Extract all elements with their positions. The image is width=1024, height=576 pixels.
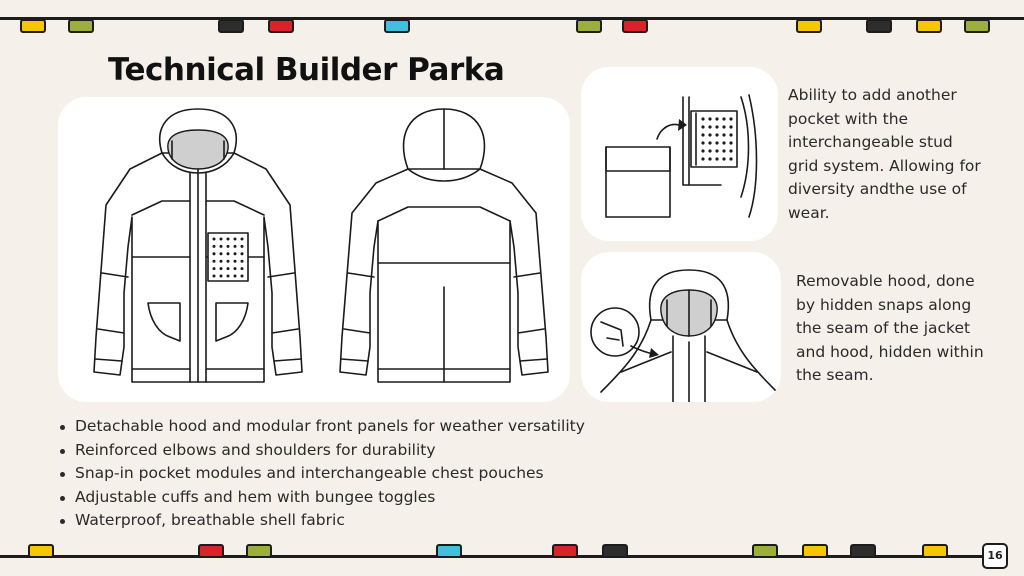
color-chip-cyan — [436, 544, 462, 558]
stud-dot — [227, 252, 230, 255]
snap-magnifier-icon — [591, 308, 639, 356]
stud-dot — [213, 260, 216, 263]
stud-dot — [213, 275, 216, 278]
color-chip-yellow — [28, 544, 54, 558]
stud-dot — [708, 125, 711, 128]
stud-dot — [227, 245, 230, 248]
feature-item: Reinforced elbows and shoulders for durability — [58, 439, 585, 463]
stud-dot — [715, 117, 718, 120]
stud-grid-pocket-sketch — [581, 67, 778, 241]
stud-dot — [729, 157, 732, 160]
page-number: 16 — [982, 543, 1008, 569]
color-chip-yellow — [802, 544, 828, 558]
stud-dot — [722, 149, 725, 152]
bottom-rail — [0, 555, 982, 558]
color-chip-green — [68, 19, 94, 33]
stud-dot — [234, 252, 237, 255]
stud-dot — [241, 252, 244, 255]
feature-list — [58, 415, 585, 533]
color-chip-red — [268, 19, 294, 33]
stud-dot — [715, 157, 718, 160]
stud-dot — [729, 141, 732, 144]
stud-dot — [715, 141, 718, 144]
stud-dot — [729, 133, 732, 136]
color-chip-dark — [850, 544, 876, 558]
removable-hood-sketch — [581, 252, 781, 402]
stud-dot — [729, 117, 732, 120]
color-chip-red — [198, 544, 224, 558]
color-chip-red — [552, 544, 578, 558]
stud-dot — [701, 157, 704, 160]
stud-dot — [722, 141, 725, 144]
stud-dot — [227, 260, 230, 263]
stud-dot — [701, 133, 704, 136]
color-chip-yellow — [916, 19, 942, 33]
jacket-flat-sketch-card — [58, 97, 570, 402]
pocket-detail-card — [581, 67, 778, 241]
stud-dot — [234, 245, 237, 248]
jacket-front-sketch — [94, 109, 302, 382]
stud-dot — [220, 245, 223, 248]
stud-dot — [722, 133, 725, 136]
stud-dot — [220, 267, 223, 270]
stud-dot — [708, 157, 711, 160]
stud-dot — [234, 267, 237, 270]
feature-item: Adjustable cuffs and hem with bungee toggles — [58, 486, 585, 510]
color-chip-dark — [602, 544, 628, 558]
stud-dot — [729, 149, 732, 152]
stud-dot — [241, 238, 244, 241]
stud-dot — [227, 267, 230, 270]
jacket-front-back-sketch — [58, 97, 570, 402]
stud-dot — [234, 238, 237, 241]
color-chip-green — [752, 544, 778, 558]
color-chip-red — [622, 19, 648, 33]
stud-dot — [241, 267, 244, 270]
stud-dot — [715, 149, 718, 152]
stud-dot — [241, 275, 244, 278]
stud-dot — [722, 157, 725, 160]
color-chip-green — [964, 19, 990, 33]
color-chip-yellow — [796, 19, 822, 33]
color-chip-dark — [866, 19, 892, 33]
pocket-description: Ability to add another pocket with the interchangeable stud grid system. Allowing for diversity andthe use of wear. — [788, 86, 981, 222]
stud-dot — [220, 260, 223, 263]
stud-dot — [701, 125, 704, 128]
stud-dot — [213, 267, 216, 270]
stud-dot — [241, 260, 244, 263]
hood-description: Removable hood, done by hidden snaps along the seam of the jacket and hood, hidden within the seam. — [796, 272, 984, 384]
stud-dot — [227, 238, 230, 241]
stud-dot — [213, 245, 216, 248]
stud-dot — [241, 245, 244, 248]
stud-dot — [220, 275, 223, 278]
stud-dot — [213, 238, 216, 241]
stud-dot — [701, 141, 704, 144]
stud-dot — [722, 117, 725, 120]
color-chip-green — [246, 544, 272, 558]
stud-dot — [234, 275, 237, 278]
stud-dot — [708, 133, 711, 136]
color-chip-cyan — [384, 19, 410, 33]
stud-dot — [708, 149, 711, 152]
color-chip-green — [576, 19, 602, 33]
stud-dot — [715, 125, 718, 128]
stud-dot — [708, 141, 711, 144]
hood-detail-card — [581, 252, 781, 402]
stud-dot — [701, 117, 704, 120]
stud-dot — [722, 125, 725, 128]
attach-arrow — [657, 125, 679, 139]
stud-dot — [729, 125, 732, 128]
feature-item: Snap-in pocket modules and interchangeable chest pouches — [58, 462, 585, 486]
color-chip-yellow — [20, 19, 46, 33]
stud-dot — [708, 117, 711, 120]
stud-dot — [213, 252, 216, 255]
stud-dot — [715, 133, 718, 136]
stud-dot — [701, 149, 704, 152]
stud-dot — [220, 238, 223, 241]
color-chip-dark — [218, 19, 244, 33]
feature-item: Detachable hood and modular front panels for weather versatility — [58, 415, 585, 439]
color-chip-yellow — [922, 544, 948, 558]
slide-title: Technical Builder Parka — [108, 52, 505, 88]
jacket-back-sketch — [340, 109, 548, 382]
stud-dot — [220, 252, 223, 255]
stud-dot — [234, 260, 237, 263]
feature-item: Waterproof, breathable shell fabric — [58, 509, 585, 533]
stud-dot — [227, 275, 230, 278]
